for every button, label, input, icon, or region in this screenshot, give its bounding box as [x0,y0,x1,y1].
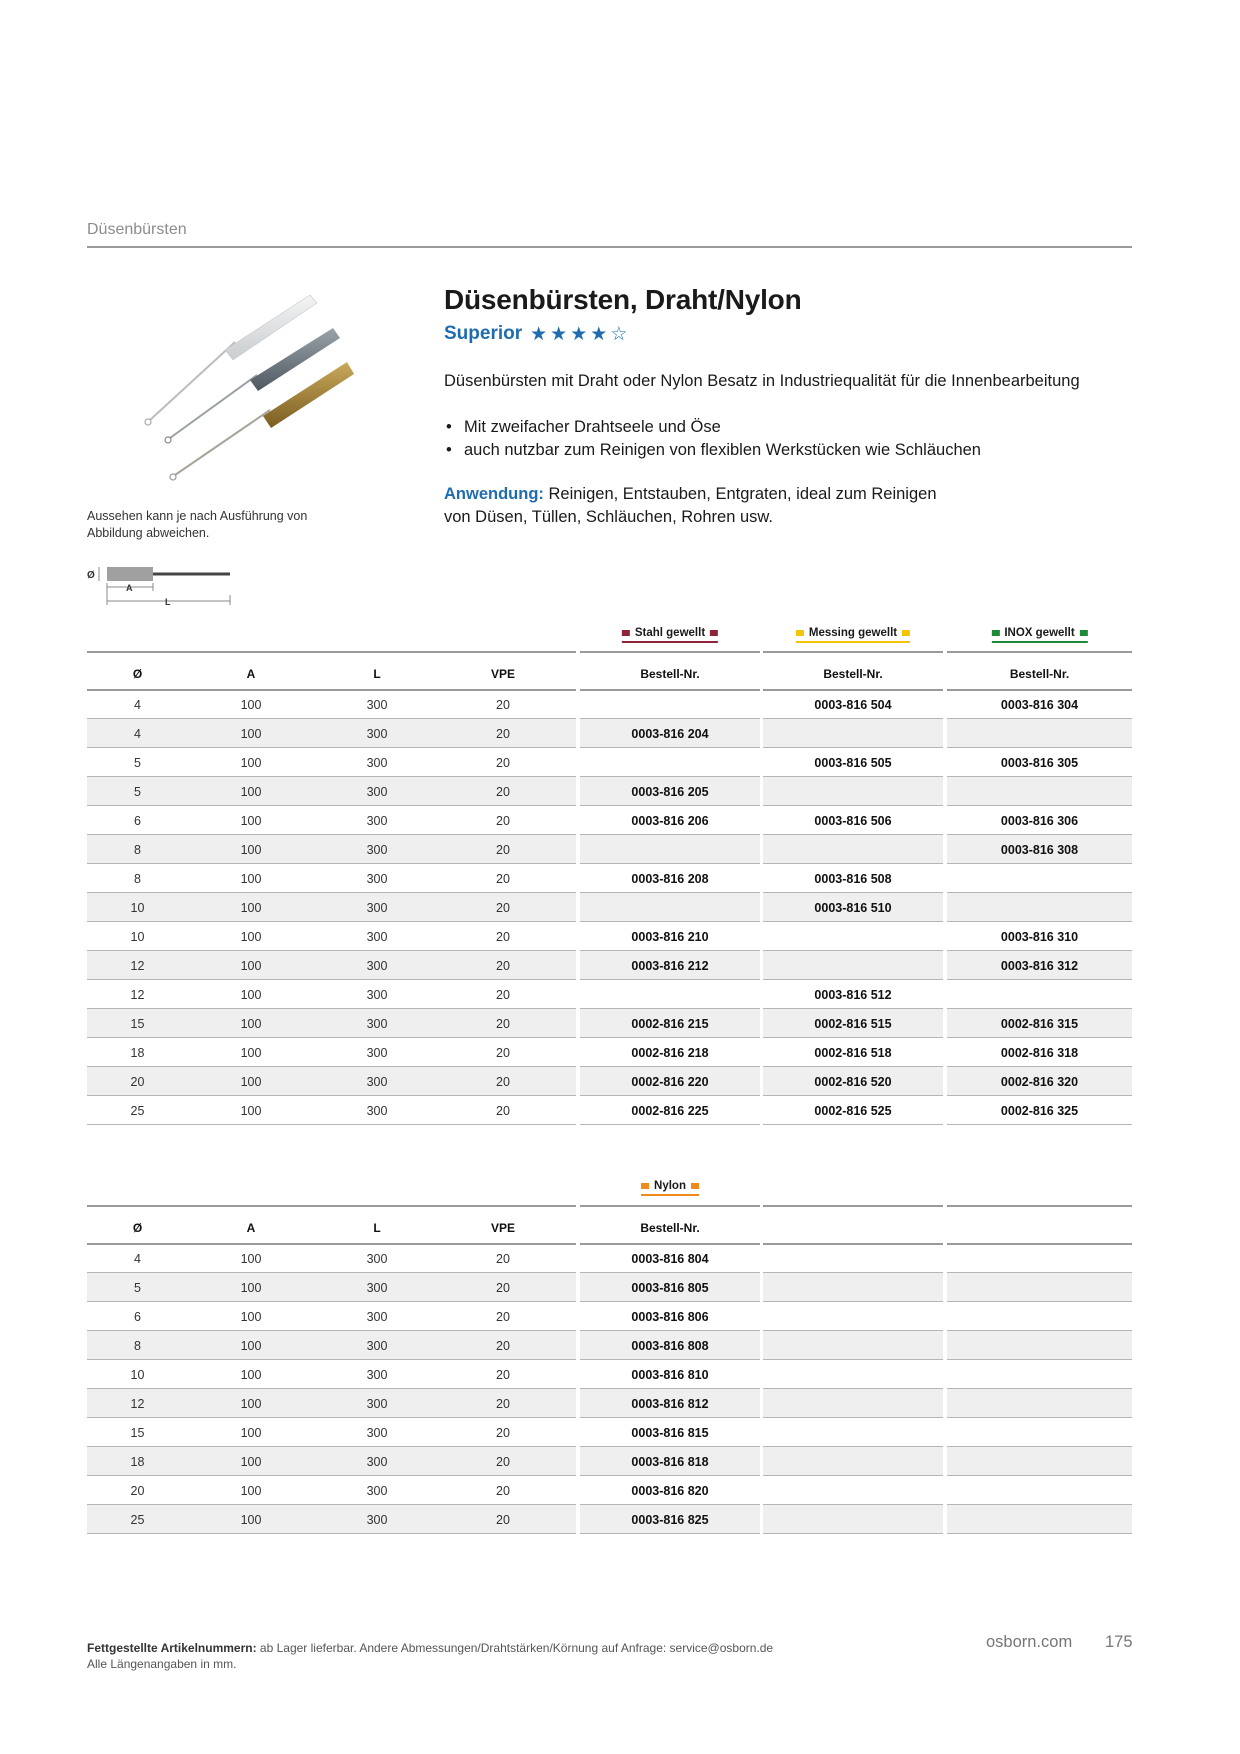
table-divider [580,921,760,922]
table-divider [763,1205,943,1207]
table-divider [947,651,1132,653]
table-divider [947,1037,1132,1038]
order-number[interactable]: 0003-816 312 [1000,959,1079,973]
table-cell: 300 [366,930,388,944]
table-cell: 300 [366,843,388,857]
table-divider [87,1243,576,1245]
table-cell: 10 [130,901,145,915]
table-cell: 20 [130,1484,145,1498]
table-divider [763,1243,943,1245]
table-cell: 15 [130,1426,145,1440]
row-background [580,835,760,863]
table-divider [580,747,760,748]
table-cell: 300 [366,1281,388,1295]
table-divider [947,689,1132,691]
table-cell: 5 [134,785,141,799]
table-cell: 20 [496,756,510,770]
material-color-marker [691,1183,699,1189]
table-divider [947,863,1132,864]
table-divider [580,1301,760,1302]
order-number[interactable]: 0003-816 208 [631,872,709,886]
table-divider [580,1533,760,1534]
dimension-sketch [85,565,235,615]
material-color-marker [796,630,804,636]
table-cell: 20 [496,698,510,712]
row-background [947,777,1132,805]
table-cell: 100 [240,756,262,770]
application-label: Anwendung: [444,485,544,503]
table-cell: 300 [366,756,388,770]
table-cell: 100 [240,814,262,828]
order-number[interactable]: 0003-816 512 [814,988,892,1002]
table-cell: 20 [496,1368,510,1382]
product-image [125,290,370,485]
table-divider [87,1037,576,1038]
table-cell: 100 [240,1252,262,1266]
table-cell: 100 [240,1484,262,1498]
table-divider [947,747,1132,748]
row-background [947,1447,1132,1475]
table-cell: 20 [496,727,510,741]
column-header: L [373,1221,381,1235]
material-color-marker [622,630,630,636]
table-divider [580,805,760,806]
table-divider [580,1124,760,1125]
table-divider [580,1037,760,1038]
order-number[interactable]: 0003-816 804 [631,1252,709,1266]
order-number[interactable]: 0003-816 204 [631,727,709,741]
table-divider [87,979,576,980]
page-number: 175 [1105,1633,1133,1651]
image-note: Aussehen kann je nach Ausführung von Abbildung abweichen. [87,509,308,540]
column-header: Ø [132,667,143,681]
table-cell: 100 [240,1310,262,1324]
table-cell: 20 [496,1252,510,1266]
table-cell: 100 [240,1397,262,1411]
footer-note-bold: Fettgestellte Artikelnummern: [87,1641,257,1655]
order-number[interactable]: 0002-816 315 [1000,1017,1079,1031]
table-divider [580,979,760,980]
row-background [763,1331,943,1359]
table-cell: 300 [366,1017,388,1031]
table-cell: 20 [496,1017,510,1031]
table-cell: 18 [130,1455,145,1469]
table-divider [947,921,1132,922]
column-header: VPE [490,667,515,681]
row-background [947,1389,1132,1417]
column-header: Bestell-Nr. [1009,667,1070,681]
material-underline [622,641,718,643]
column-header: Ø [132,1221,143,1235]
table-divider [87,921,576,922]
table-cell: 25 [130,1104,145,1118]
row-background [763,835,943,863]
order-number[interactable]: 0003-816 306 [1000,814,1079,828]
star-filled-icon: ★ [590,323,608,345]
table-divider [947,1205,1132,1207]
table-divider [763,979,943,980]
table-divider [763,863,943,864]
table-cell: 100 [240,1455,262,1469]
table-cell: 20 [496,1513,510,1527]
table-divider [87,1359,576,1360]
order-number[interactable]: 0003-816 820 [631,1484,709,1498]
star-filled-icon: ★ [530,323,548,345]
application-text [444,483,964,529]
table-cell: 4 [134,1252,141,1266]
material-header [641,1180,699,1192]
row-background [763,719,943,747]
order-number[interactable]: 0002-816 225 [631,1104,709,1118]
table-divider [87,863,576,864]
table-cell: 300 [366,727,388,741]
order-number[interactable]: 0003-816 812 [631,1397,709,1411]
table-cell: 100 [240,1046,262,1060]
table-cell: 20 [496,1281,510,1295]
footer-note-text: ab Lager lieferbar. Andere Abmessungen/Drahtstärken/Körnung auf Anfrage: service@osborn.de [256,1641,774,1655]
table-divider [580,651,760,653]
table-cell: 20 [496,1484,510,1498]
table-cell: 100 [240,901,262,915]
table-cell: 300 [366,1075,388,1089]
order-number[interactable]: 0002-816 515 [814,1017,892,1031]
order-number[interactable]: 0003-816 815 [631,1426,709,1440]
table-cell: 300 [366,1397,388,1411]
order-number[interactable]: 0003-816 308 [1000,843,1079,857]
table-cell: 4 [134,727,141,741]
table-divider [87,1301,576,1302]
column-header: L [373,667,381,681]
table-cell: 300 [366,1339,388,1353]
product-description: Düsenbürsten mit Draht oder Nylon Besatz in Industriequalität für die Innenbearbeitung [444,372,1080,390]
table-cell: 10 [130,1368,145,1382]
table-divider [763,1359,943,1360]
order-number[interactable]: 0003-816 825 [631,1513,709,1527]
table-cell: 100 [240,1339,262,1353]
table-cell: 100 [240,1513,262,1527]
table-cell: 12 [130,1397,145,1411]
table-cell: 300 [366,1046,388,1060]
table-cell: 100 [240,698,262,712]
table-divider [580,1243,760,1245]
star-filled-icon: ★ [570,323,588,345]
table-divider [763,747,943,748]
order-number[interactable]: 0002-816 318 [1000,1046,1079,1060]
table-cell: 10 [130,930,145,944]
table-cell: 20 [496,814,510,828]
row-background [947,893,1132,921]
table-divider [87,805,576,806]
table-divider [87,747,576,748]
row-background [947,1331,1132,1359]
table-cell: 300 [366,1455,388,1469]
table-cell: 300 [366,988,388,1002]
table-cell: 100 [240,959,262,973]
star-filled-icon: ★ [550,323,568,345]
table-divider [947,1095,1132,1096]
table-divider [947,1475,1132,1476]
order-number[interactable]: 0003-816 818 [631,1455,709,1469]
table-cell: 12 [130,959,145,973]
table-cell: 20 [496,872,510,886]
column-header: VPE [490,1221,515,1235]
row-background [763,1273,943,1301]
order-number[interactable]: 0003-816 206 [631,814,709,828]
table-cell: 4 [134,698,141,712]
order-number[interactable]: 0003-816 310 [1000,930,1079,944]
table-divider [763,1095,943,1096]
order-number[interactable]: 0003-816 504 [814,698,892,712]
table-cell: 300 [366,1368,388,1382]
table-cell: 300 [366,814,388,828]
table-cell: 300 [366,1310,388,1324]
order-number[interactable]: 0002-816 218 [631,1046,709,1060]
table-cell: 20 [496,1104,510,1118]
product-title: Düsenbürsten, Draht/Nylon [444,284,802,315]
table-divider [947,1243,1132,1245]
table-divider [763,1124,943,1125]
row-background [763,1389,943,1417]
table-cell: 5 [134,756,141,770]
table-cell: 100 [240,1017,262,1031]
material-label: Nylon [654,1180,686,1192]
row-background [763,1505,943,1533]
table-cell: 20 [496,1455,510,1469]
material-color-marker [991,630,999,636]
table-divider [580,863,760,864]
table-cell: 20 [496,988,510,1002]
sketch-l-label: L [165,597,171,607]
row-background [763,951,943,979]
table-cell: 6 [134,814,141,828]
table-cell: 300 [366,1104,388,1118]
table-divider [763,689,943,691]
table-cell: 100 [240,1281,262,1295]
table-cell: 20 [496,1075,510,1089]
table-cell: 20 [496,959,510,973]
table-divider [947,1417,1132,1418]
table-divider [947,1301,1132,1302]
table-divider [947,979,1132,980]
table-divider [87,1533,576,1534]
table-cell: 100 [240,727,262,741]
table-cell: 20 [496,843,510,857]
table-divider [87,651,576,653]
order-number[interactable]: 0003-816 808 [631,1339,709,1353]
table-divider [763,1037,943,1038]
order-number[interactable]: 0002-816 518 [814,1046,892,1060]
table-cell: 300 [366,1252,388,1266]
table-divider [580,689,760,691]
table-divider [580,1205,760,1207]
order-number[interactable]: 0003-816 506 [814,814,892,828]
row-background [947,1505,1132,1533]
column-header: Bestell-Nr. [640,1221,700,1235]
table-cell: 300 [366,959,388,973]
table-cell: 300 [366,1484,388,1498]
table-cell: 100 [240,1368,262,1382]
star-empty-icon: ☆ [610,323,628,345]
table-cell: 100 [240,988,262,1002]
section-title: Düsenbürsten [87,221,187,238]
feature-item: • auch nutzbar zum Reinigen von flexiblen Werkstücken wie Schläuchen [444,439,981,462]
order-number[interactable]: 0003-816 210 [631,930,709,944]
quality-rating [444,323,627,345]
application-body: Reinigen, Entstauben, Entgraten, ideal zum Reinigen von Düsen, Tüllen, Schläuchen, Rohren usw. [444,485,937,526]
table-divider [580,1095,760,1096]
table-cell: 8 [134,1339,141,1353]
order-number[interactable]: 0002-816 525 [814,1104,892,1118]
order-number[interactable]: 0002-816 215 [631,1017,709,1031]
column-header: Bestell-Nr. [823,667,883,681]
material-header [991,627,1087,639]
table-cell: 100 [240,930,262,944]
order-number[interactable]: 0002-816 220 [631,1075,709,1089]
sketch-diameter-label: Ø [87,570,95,581]
material-underline [796,641,910,643]
table-divider [580,1417,760,1418]
table-divider [87,1475,576,1476]
table-divider [580,1359,760,1360]
table-cell: 300 [366,698,388,712]
table-cell: 300 [366,901,388,915]
table-divider [87,1124,576,1125]
row-background [763,777,943,805]
table-cell: 20 [496,1046,510,1060]
order-number[interactable]: 0003-816 304 [1000,698,1079,712]
material-header [796,627,910,639]
table-cell: 100 [240,872,262,886]
table-divider [763,1533,943,1534]
table-cell: 100 [240,785,262,799]
table-cell: 20 [496,1310,510,1324]
order-number[interactable]: 0003-816 305 [1000,756,1079,770]
table-cell: 8 [134,872,141,886]
feature-item: • Mit zweifacher Drahtseele und Öse [444,416,981,439]
material-underline [641,1194,699,1196]
column-header: A [246,667,256,681]
footer-note [87,1640,773,1672]
table-cell: 18 [130,1046,145,1060]
table-divider [87,1205,576,1207]
table-divider [947,805,1132,806]
order-number[interactable]: 0002-816 520 [814,1075,892,1089]
table-divider [763,805,943,806]
table-divider [763,921,943,922]
table-cell: 20 [496,930,510,944]
feature-list [444,416,981,462]
column-header: Bestell-Nr. [640,667,700,681]
row-background [947,719,1132,747]
row-background [947,1273,1132,1301]
quality-label: Superior [444,323,523,344]
table-cell: 20 [130,1075,145,1089]
footer-note-line2: Alle Längenangaben in mm. [87,1657,237,1671]
table-cell: 6 [134,1310,141,1324]
table-cell: 100 [240,1426,262,1440]
table-divider [947,1124,1132,1125]
order-number[interactable]: 0003-816 806 [631,1310,709,1324]
material-header [622,627,718,639]
table-cell: 25 [130,1513,145,1527]
sketch-a-label: A [126,583,133,593]
table-divider [87,1417,576,1418]
table-divider [947,1533,1132,1534]
table-cell: 300 [366,785,388,799]
table-cell: 5 [134,1281,141,1295]
table-cell: 100 [240,1104,262,1118]
table-cell: 100 [240,1075,262,1089]
footer-site[interactable]: osborn.com [986,1633,1073,1651]
material-underline [991,641,1087,643]
table-cell: 12 [130,988,145,1002]
material-label: Messing gewellt [808,627,898,639]
order-number[interactable]: 0003-816 805 [631,1281,709,1295]
order-number[interactable]: 0003-816 205 [631,785,709,799]
table-divider [87,1095,576,1096]
table-cell: 300 [366,1513,388,1527]
material-color-marker [1080,630,1088,636]
table-divider [763,651,943,653]
order-number[interactable]: 0003-816 810 [631,1368,709,1382]
order-number[interactable]: 0003-816 510 [814,901,892,915]
rating-stars [530,325,627,344]
table-divider [580,1475,760,1476]
table-cell: 100 [240,843,262,857]
material-label: INOX gewellt [1004,627,1075,639]
order-number[interactable]: 0003-816 505 [814,756,892,770]
table-cell: 20 [496,1339,510,1353]
material-color-marker [710,630,718,636]
table-cell: 300 [366,1426,388,1440]
order-number[interactable]: 0002-816 320 [1000,1075,1079,1089]
table-cell: 15 [130,1017,145,1031]
table-divider [87,689,576,691]
material-color-marker [902,630,910,636]
table-cell: 20 [496,785,510,799]
table-divider [763,1475,943,1476]
row-background [580,893,760,921]
column-header: A [246,1221,256,1235]
order-number[interactable]: 0003-816 508 [814,872,892,886]
table-cell: 20 [496,901,510,915]
material-label: Stahl gewellt [634,627,706,639]
table-divider [763,1417,943,1418]
header-rule [87,246,1132,248]
table-divider [763,1301,943,1302]
table-divider [947,1359,1132,1360]
table-cell: 20 [496,1426,510,1440]
table-cell: 8 [134,843,141,857]
row-background [763,1447,943,1475]
material-color-marker [641,1183,649,1189]
table-cell: 20 [496,1397,510,1411]
table-cell: 300 [366,872,388,886]
order-number[interactable]: 0002-816 325 [1000,1104,1079,1118]
order-number[interactable]: 0003-816 212 [631,959,709,973]
